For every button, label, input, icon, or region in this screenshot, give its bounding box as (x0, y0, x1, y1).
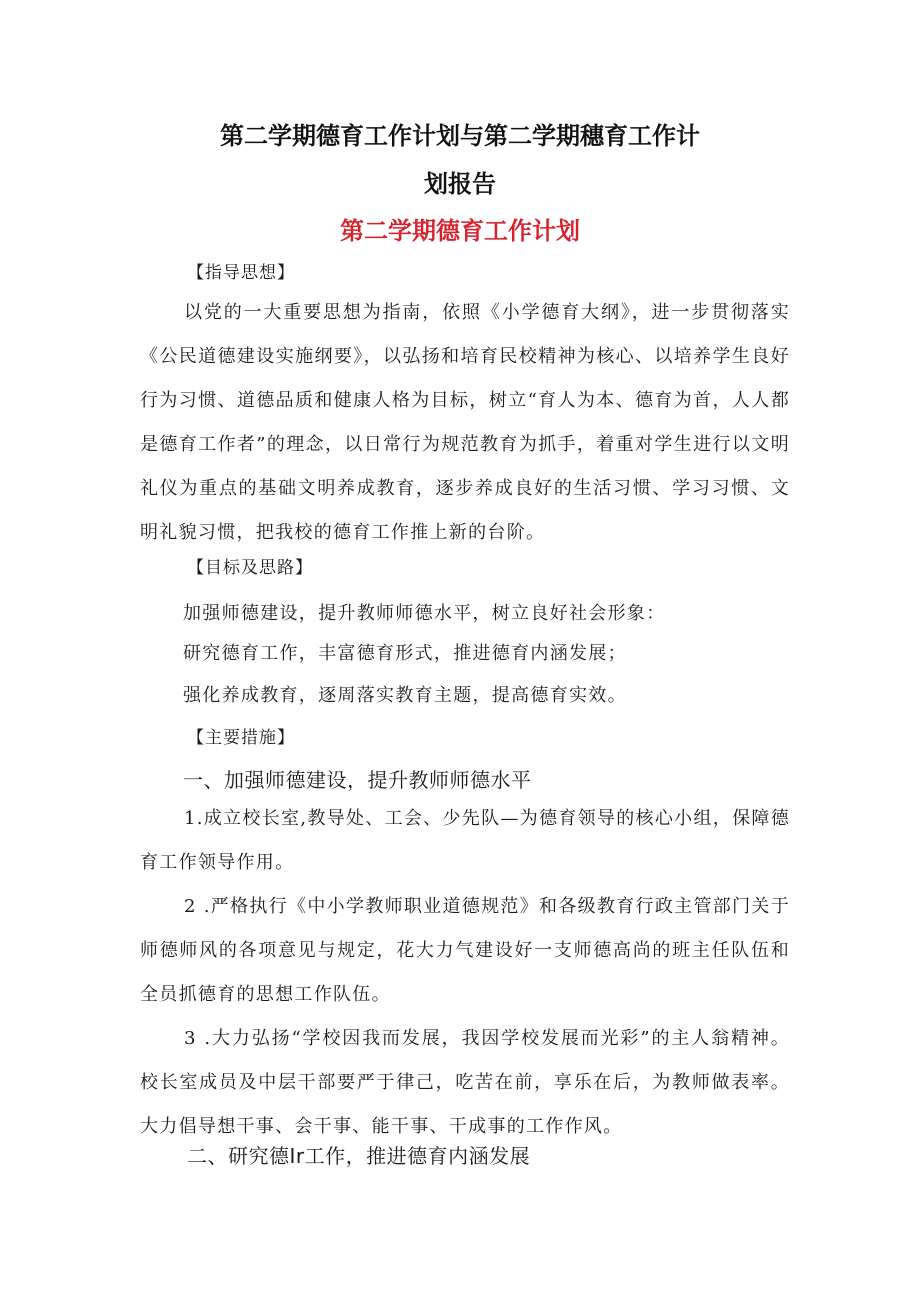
goals-heading: 【目标及思路】 (187, 558, 313, 578)
measure-1-item: 3 .大力弘扬“学校因我而发展，我因学校发展而光彩”的主人翁精神。校长室成员及中层干部要严于律己，吃苦在前，享乐在后，为教师做表率。大力倡导想干事、会干事、能干事、干成事的工作作风。 (140, 1028, 790, 1137)
measure-1-item: 2 .严格执行《中小学教师职业道德规范》和各级教育行政主管部门关于师德师风的各项意见与规定，花大力气建设好一支师德高尚的班主任队伍和全员抓德育的思想工作队伍。 (140, 896, 790, 1005)
goal-item: 强化养成教育，逐周落实教育主题，提高德育实效。 (183, 685, 627, 706)
document-subtitle: 第二学期德育工作计划 (340, 217, 580, 245)
measure-1-title: 一、加强师德建设，提升教师师德水平 (183, 768, 532, 792)
document-title-line-2: 划报告 (424, 170, 496, 198)
guiding-heading: 【指导思想】 (187, 263, 295, 283)
goal-item: 加强师德建设，提升教师师德水平，树立良好社会形象： (183, 603, 666, 624)
document-title-line-1: 第二学期德育工作计划与第二学期穗育工作计 (220, 122, 700, 150)
measures-heading: 【主要措施】 (187, 728, 295, 748)
goal-item: 研究德育工作，丰富德育形式，推进德育内涵发展； (183, 643, 627, 664)
guiding-paragraph: 以党的一大重要思想为指南，依照《小学德育大纲》，进一步贯彻落实《公民道德建设实施纲要》，以弘扬和培育民校精神为核心、以培养学生良好行为习惯、道德品质和健康人格为目标，树立“育人为本、德育为首，人人都是德育工作者”的理念，以日常行为规范教育为抓手，着重对学生进行以文明礼仪为重点的基础文明养成教育，逐步养成良好的生活习惯、学习习惯、文明礼貌习惯，把我校的德育工作推上新的台阶。 (140, 302, 790, 543)
measure-1-item: 1.成立校长室,教导处、工会、少先队—为德育领导的核心小组，保障德育工作领导作用。 (140, 808, 790, 873)
measure-2-title: 二、研究德Ir工作，推进德育内涵发展 (187, 1144, 531, 1168)
